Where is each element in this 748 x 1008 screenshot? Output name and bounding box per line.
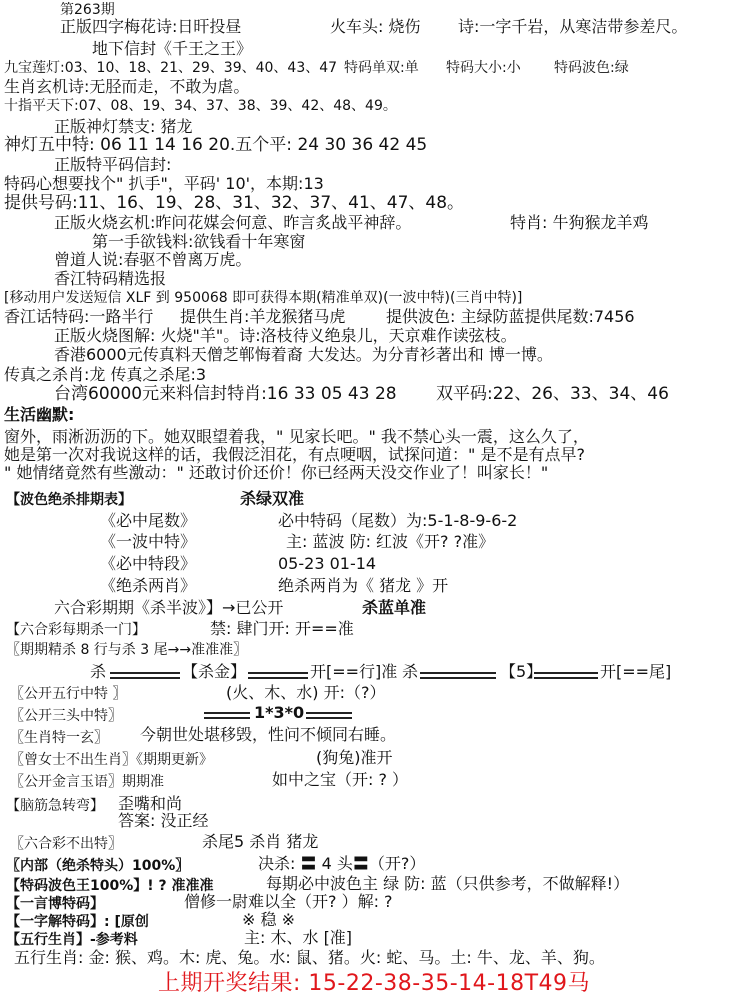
- wuxing-shengxiao-label: 【五行生肖】-参考料: [6, 932, 138, 948]
- sha-5: 【5】: [500, 662, 543, 681]
- tema-daxiao: 特码大小:小: [446, 60, 521, 76]
- wuxing-zhongte-label: 〖公开五行中特 〗: [10, 686, 127, 702]
- yimen-label: 【六合彩每期杀一门】: [6, 622, 146, 638]
- xianggang-jingxuan-title: 香江特码精选报: [54, 269, 167, 288]
- banbo-value: 杀蓝单准: [362, 598, 427, 617]
- huoshao-xuanji-line: 正版火烧玄机:昨问花媒会何意、昨言炙战平神辞。: [54, 213, 412, 232]
- teduan-value: 05-23 01-14: [278, 554, 377, 573]
- taiwan-line: 台湾60000元来料信封特肖:16 33 05 43 28: [54, 384, 397, 404]
- sha-bar-2: [248, 672, 308, 679]
- huoshao-tujie-line: 正版火烧图解: 火烧"羊"。诗:洛枝待义绝泉儿，天京难作读弦枝。: [54, 326, 517, 345]
- cengdao-line: 曾道人说:春驱不曾离万虎。: [54, 250, 252, 269]
- xinxiang-line: 特码心想要找个" 扒手"，平码' 10'，本期:13: [4, 174, 324, 193]
- yimen-value: 禁: 肆门开: 开==准: [210, 619, 354, 638]
- jiubao-line: 九宝莲灯:03、10、18、21、29、39、40、43、47: [4, 60, 338, 76]
- joke-line-2: 她是第一次对我说这样的话，我假泛泪花，有点哽咽，试探问道：" 是不是有点早?: [4, 445, 585, 464]
- tema-danshuang: 特码单双:单: [344, 60, 419, 76]
- sha-bar-4: [534, 672, 598, 679]
- shengxiao-xuanji-line: 生肖玄机诗:无胫而走，不敢为虐。: [4, 77, 250, 96]
- chuanzhen-line: 传真之杀肖:龙 传真之杀尾:3: [4, 365, 207, 384]
- shizhi-line: 十指平天下:07、08、19、34、37、38、39、42、48、49。: [4, 98, 397, 114]
- sha-prefix: 杀: [90, 662, 107, 681]
- bizhong-weishu-label: 《必中尾数》: [100, 511, 197, 530]
- wuxing-shengxiao-value: 主: 木、水 [准]: [244, 928, 353, 947]
- pingma-xinfeng-line: 正版特平码信封:: [54, 155, 172, 174]
- issue-number: 第263期: [60, 2, 115, 18]
- teduan-label: 《必中特段》: [100, 554, 197, 573]
- tigong-haoma-line: 提供号码:11、16、19、28、31、32、37、41、47、48。: [4, 193, 465, 213]
- bose-table-title: 【波色绝杀排期表】: [6, 492, 132, 508]
- buchute-label: 〖六合彩不出特〗: [10, 836, 122, 852]
- humor-title: 生活幽默:: [4, 405, 75, 424]
- sha-kai-mid: 开[==行]准: [310, 662, 398, 681]
- neibu-label: 〖内部（绝杀特头）100%〗: [6, 858, 190, 874]
- jinyan-value: 如中之宝（开: ? ）: [272, 770, 409, 789]
- naojin-answer: 答案: 没正经: [118, 811, 209, 830]
- shendeng-jinzhi-line: 正版神灯禁支: 猪龙: [54, 117, 193, 136]
- tema-bose: 特码波色:绿: [554, 60, 629, 76]
- xiangjiang-line: 香江话特码:一路半行: [4, 307, 154, 326]
- sha-jin: 【杀金】: [182, 662, 247, 681]
- wuxing-shengxiao-list: 五行生肖: 金: 猴、鸡。木: 虎、兔。水: 鼠、猪。火: 蛇、马。土: 牛、龙、羊、狗。: [14, 948, 605, 967]
- dixia-xinfeng-line: 地下信封《千王之王》: [92, 39, 253, 58]
- tigong-shengxiao: 提供生肖:羊龙猴猪马虎: [180, 307, 346, 326]
- sha-bar-1: [110, 672, 180, 679]
- shengxiao-yixuan-label: 〖生肖特一玄〗: [10, 730, 108, 746]
- joke-line-1: 窗外，雨淅沥沥的下。她双眼望着我，" 见家长吧。" 我不禁心头一震，这么久了，: [4, 427, 589, 446]
- poem-line: 诗:一字千岩，从寒洁带参差尺。: [458, 17, 688, 36]
- meihua-line: 正版四字梅花诗:日旰投昼: [60, 17, 242, 36]
- tigong-bose: 提供波色: 主绿防蓝提供尾数:7456: [386, 307, 635, 326]
- bosewang-value: 每期必中波色主 绿 防: 蓝（只供参考，不做解释!）: [266, 874, 630, 893]
- qijing-label: 〖期期精杀 8 行与杀 3 尾→→准准准〗: [6, 642, 248, 658]
- santou-value: 1*3*0: [254, 703, 305, 722]
- xianggang-6000-line: 香港6000元传真料天僧芝郸悔着裔 大发达。为分青衫著出和 博一博。: [54, 345, 553, 364]
- sha-mid2: 杀: [402, 662, 419, 681]
- bosewang-label: 【特码波色王100%】! ? 准准准: [6, 878, 214, 894]
- diyishou-line: 第一手欲钱料:欲钱看十年寒窗: [92, 232, 306, 251]
- sha-bar-3: [420, 672, 496, 679]
- zengnvshi-value: (狗兔)准开: [316, 748, 393, 767]
- huochetou-line: 火车头: 烧伤: [330, 17, 421, 36]
- yibo-value: 主: 蓝波 防: 红波《开? ?准》: [286, 532, 495, 551]
- shuangpingma-line: 双平码:22、26、33、34、46: [436, 384, 669, 404]
- yiyan-value: 僧修一尉难以全（开? ）解: ?: [184, 892, 393, 911]
- bizhong-weishu-value: 必中特码（尾数）为:5-1-8-9-6-2: [278, 511, 518, 530]
- joke-line-3: " 她情绪竟然有些激动：" 还敢讨价还价！你已经两天没交作业了！叫家长！": [4, 463, 549, 482]
- jinyan-label: 〖公开金言玉语〗期期准: [10, 774, 164, 790]
- yizi-value: ※ 稳 ※: [242, 910, 295, 929]
- shengxiao-yixuan-value: 今朝世处堪移毁，性问不倾同右睡。: [140, 725, 397, 744]
- sha-kai-end: 开[==尾]: [600, 662, 672, 681]
- sms-line: [移动用户发送短信 XLF 到 950068 即可获得本期(精准单双)(一波中特)(三肖中特)]: [4, 290, 523, 306]
- wuxing-zhongte-value: (火、木、水) 开:（?）: [226, 683, 386, 702]
- yizi-label: 【一字解特码】: [原创: [6, 914, 149, 930]
- santou-label: 〖公开三头中特〗: [10, 708, 122, 724]
- jueshaxiao-label: 《绝杀两肖》: [100, 576, 197, 595]
- neibu-value: 决杀: 〓 4 头〓（开?）: [258, 854, 426, 873]
- yiyan-label: 【一言博特码】: [6, 896, 104, 912]
- zengnvshi-label: 〖曾女士不出生肖〗《期期更新》: [10, 752, 213, 768]
- jueshaxiao-value: 绝杀两肖为《 猪龙 》开: [278, 576, 449, 595]
- huoshao-texiao: 特肖: 牛狗猴龙羊鸡: [510, 213, 649, 232]
- santou-bar-left: [204, 712, 250, 719]
- yibo-label: 《一波中特》: [100, 532, 197, 551]
- shendeng-wuzhong-line: 神灯五中特: 06 11 14 16 20.五个平: 24 30 36 42 45: [4, 135, 428, 155]
- banbo-label: 六合彩期期《杀半波》】→已公开: [54, 598, 284, 617]
- last-draw-result: 上期开奖结果: 15-22-38-35-14-18T49马: [158, 971, 590, 996]
- bose-table-head: 杀绿双准: [240, 489, 305, 508]
- naojin-label: 【脑筋急转弯】: [6, 798, 104, 814]
- buchute-value: 杀尾5 杀肖 猪龙: [202, 832, 319, 851]
- naojin-question: 歪嘴和尚: [118, 794, 183, 813]
- santou-bar-right: [306, 712, 352, 719]
